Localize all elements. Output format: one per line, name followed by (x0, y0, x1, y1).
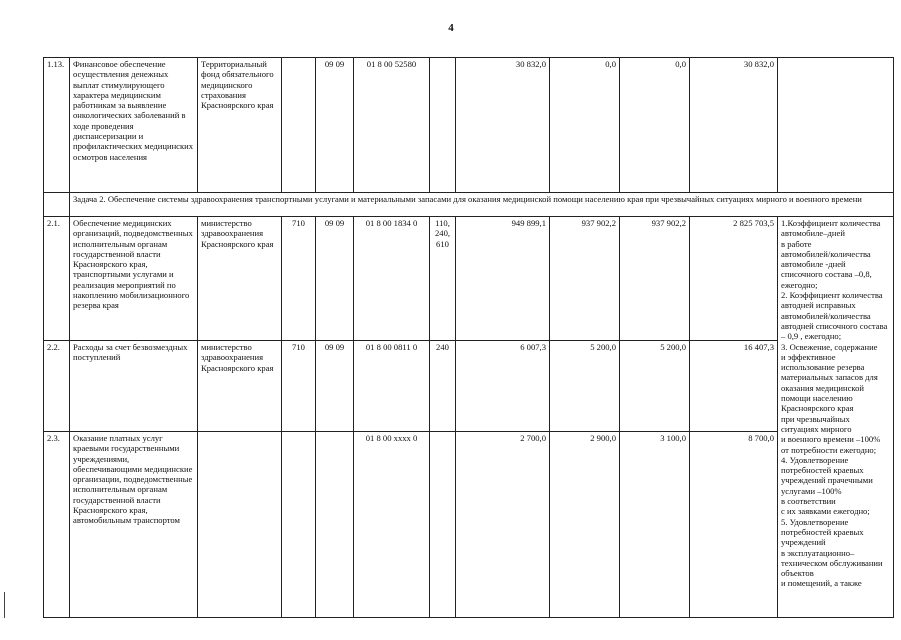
result-line: списочного состава –0,8, (781, 269, 872, 280)
table-row-1-13 (44, 58, 894, 193)
measure-name: Оказание платных услуг краевыми государственными учреждениями, обеспечивающими медицинские организации, подведомственные исполнительным органам государственной власти Красноярского края, автомобильным транспортом (70, 432, 198, 618)
result-line: учреждений (781, 537, 826, 548)
administrator: министерство здравоохранения Красноярского края (198, 217, 282, 341)
measure-name: Финансовое обеспечение осуществления денежных выплат стимулирующего характера медицинским работникам за выявление онкологических заболеваний в ходе проведения диспансеризации и профилактических медицинских осмотров населения (70, 58, 198, 193)
result-line: с их заявками ежегодно; (781, 506, 870, 517)
csr-code: 01 8 00 52580 (354, 58, 430, 193)
result-line: автомобиле -дней (781, 259, 846, 270)
result-line: объектов (781, 568, 814, 579)
amount-year-1: 6 007,3 (456, 341, 550, 432)
rzpr-code: 09 09 (316, 58, 354, 193)
measure-name: Расходы за счет безвозмездных поступлений (70, 341, 198, 432)
result-line: потребностей краевых (781, 465, 864, 476)
rzpr-code (316, 432, 354, 618)
csr-code: 01 8 00 0811 0 (354, 341, 430, 432)
result-line: услугами –100% (781, 485, 842, 496)
task-2-heading: Задача 2. Обеспечение системы здравоохранения транспортными услугами и материальными запасами для оказания медицинской помощи населению края при чрезвычайных ситуациях мирного и военного времени (70, 193, 894, 217)
result-line: ситуациях мирного (781, 423, 852, 434)
result-line: ежегодно; (781, 279, 818, 290)
vr-code: 110, (435, 218, 450, 228)
administrator: министерство здравоохранения Красноярского края (198, 341, 282, 432)
result-line: автодней списочного состава (781, 320, 888, 331)
amount-year-2: 0,0 (550, 58, 620, 193)
vr-code: 240, (434, 228, 451, 239)
vr-code: 610 (436, 238, 449, 249)
budget-table (43, 57, 894, 618)
vr-codes (430, 217, 456, 341)
amount-total: 2 825 703,5 (690, 217, 778, 341)
table-row-2-2 (44, 341, 894, 432)
result-line: в работе (781, 238, 812, 249)
table-row-2-3 (44, 432, 894, 618)
row-number: 1.13. (44, 58, 70, 193)
vr-code: 240 (430, 341, 456, 432)
vr-code (430, 58, 456, 193)
result-line: учреждений прачечными (781, 475, 873, 486)
task-row (44, 193, 894, 217)
table-row-2-1 (44, 217, 894, 341)
measure-name: Обеспечение медицинских организаций, подведомственных исполнительным органам государственной власти Красноярского края, транспортными услугами и реализация мероприятий по накоплению мобилизационного резерва края (70, 217, 198, 341)
rzpr-code: 09 09 (316, 217, 354, 341)
csr-code: 01 8 00 xxxx 0 (354, 432, 430, 618)
amount-year-3: 3 100,0 (620, 432, 690, 618)
result-line: и военного времени –100% (781, 434, 881, 445)
result-line: материальных запасов для (781, 372, 878, 383)
amount-year-1: 949 899,1 (456, 217, 550, 341)
result-line: использование резерва (781, 362, 865, 373)
amount-year-1: 2 700,0 (456, 432, 550, 618)
result-line: помощи населению (781, 393, 853, 404)
amount-year-2: 2 900,0 (550, 432, 620, 618)
result-line: 3. Освежение, содержание (781, 341, 878, 352)
result-line: 1.Коэффициент количества (781, 218, 881, 228)
grbs-code (282, 432, 316, 618)
amount-year-3: 937 902,2 (620, 217, 690, 341)
result-line: автодней исправных (781, 300, 856, 311)
amount-year-2: 5 200,0 (550, 341, 620, 432)
grbs-code (282, 58, 316, 193)
vr-code (430, 432, 456, 618)
amount-total: 16 407,3 (690, 341, 778, 432)
result-line: от потребности ежегодно; (781, 444, 877, 455)
administrator: Территориальный фонд обязательного медицинского страхования Красноярского края (198, 58, 282, 193)
row-number: 2.3. (44, 432, 70, 618)
result-line: Красноярского края (781, 403, 854, 414)
result-line: 5. Удовлетворение (781, 516, 849, 527)
administrator (198, 432, 282, 618)
rzpr-code: 09 09 (316, 341, 354, 432)
row-number: 2.2. (44, 341, 70, 432)
margin-mark (4, 592, 5, 618)
result-line: потребностей краевых (781, 526, 864, 537)
result-line: 4. Удовлетворение (781, 454, 849, 465)
grbs-code: 710 (282, 217, 316, 341)
page-number: 4 (448, 22, 454, 34)
result-line: – 0,9 , ежегодно; (781, 331, 842, 342)
result-line: и эффективное (781, 351, 836, 362)
amount-total: 30 832,0 (690, 58, 778, 193)
result-line: автомобиле–дней (781, 228, 845, 239)
result-line: 2. Коэффициент количества (781, 290, 883, 301)
result-line: в соответствии (781, 496, 836, 507)
result-line: в эксплуатационно– (781, 547, 855, 558)
result-line: техническом обслуживании (781, 557, 883, 568)
amount-year-2: 937 902,2 (550, 217, 620, 341)
result-line: оказания медицинской (781, 382, 865, 393)
result-line: при чрезвычайных (781, 413, 850, 424)
expected-result (778, 58, 894, 193)
amount-year-3: 0,0 (620, 58, 690, 193)
amount-year-3: 5 200,0 (620, 341, 690, 432)
result-line: автомобилей/количества (781, 248, 871, 259)
csr-code: 01 8 00 1834 0 (354, 217, 430, 341)
amount-total: 8 700,0 (690, 432, 778, 618)
result-line: автомобилей/количества (781, 310, 871, 321)
grbs-code: 710 (282, 341, 316, 432)
result-line: и помещений, а также (781, 578, 862, 589)
expected-result (778, 217, 894, 618)
row-number: 2.1. (44, 217, 70, 341)
amount-year-1: 30 832,0 (456, 58, 550, 193)
